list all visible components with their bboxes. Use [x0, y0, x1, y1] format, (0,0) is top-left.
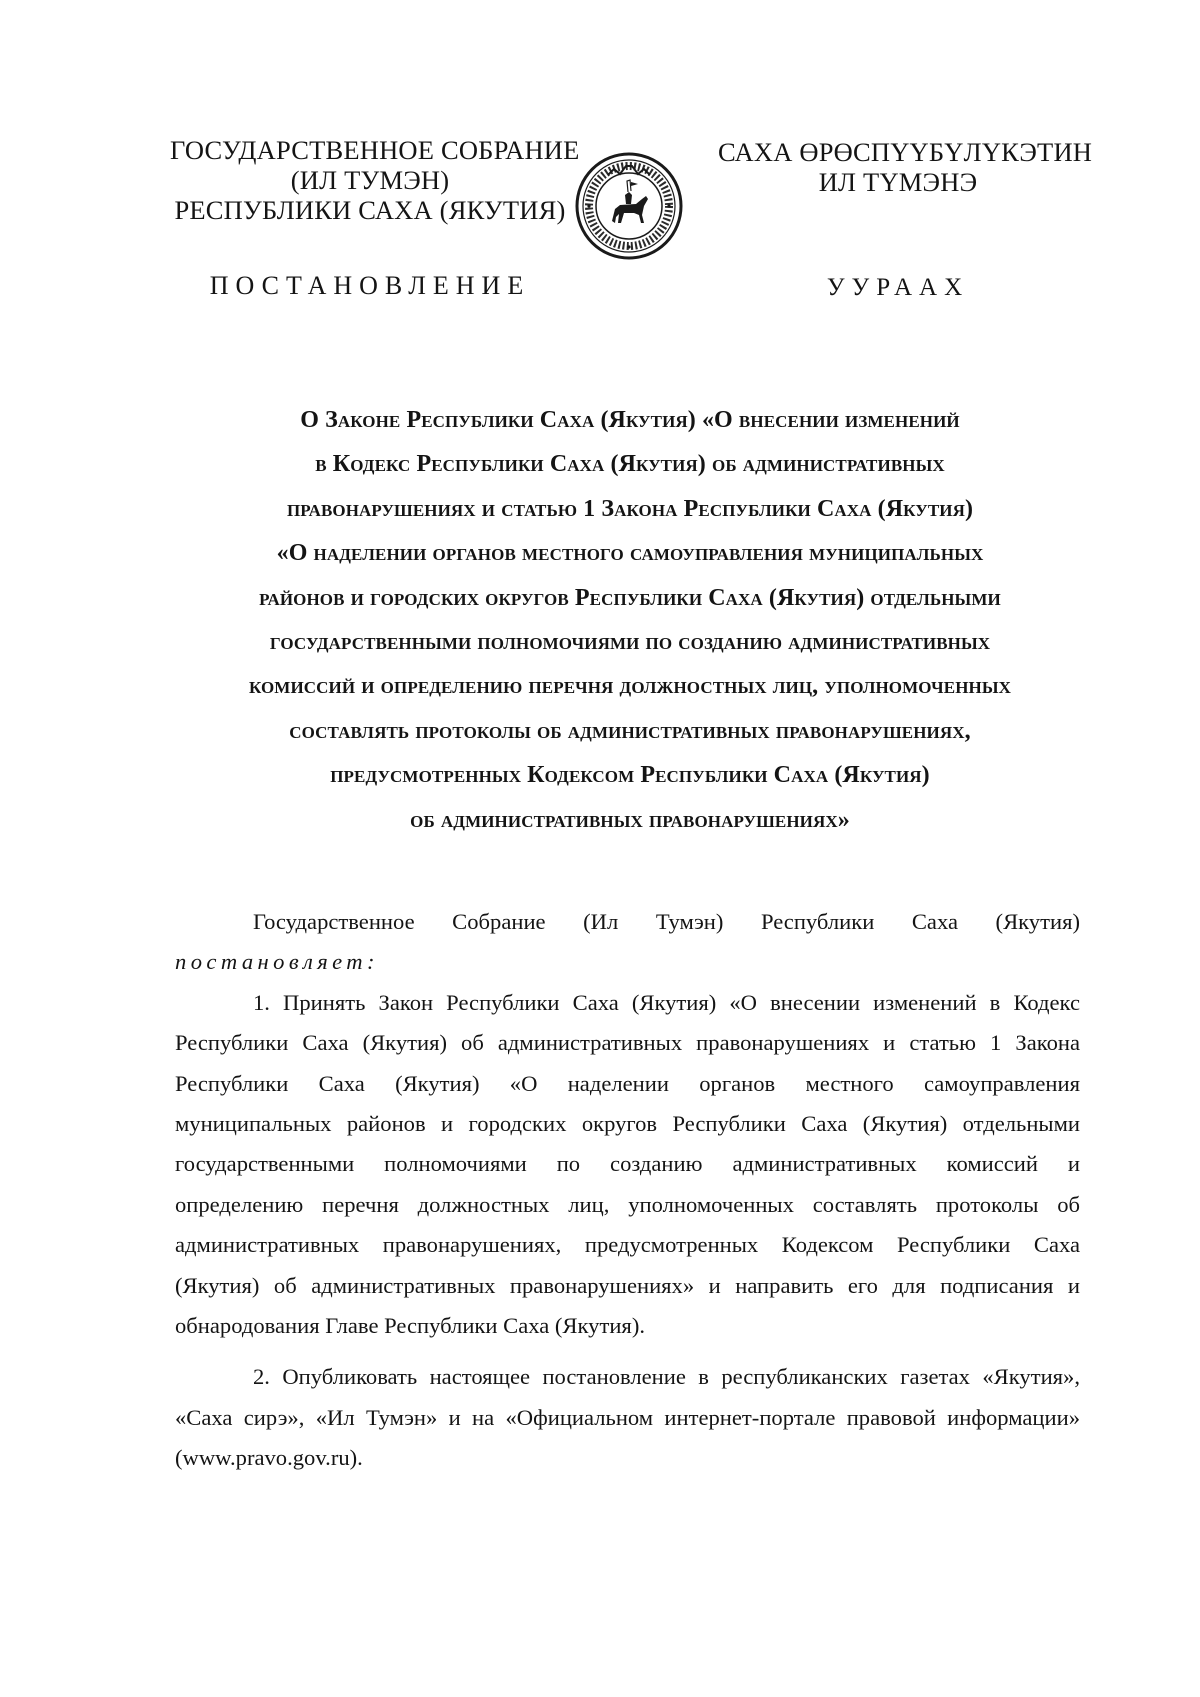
title-line: О Законе Республики Саха (Якутия) «О внесении изменений: [300, 407, 960, 433]
issuing-body-russian: [170, 135, 580, 225]
paragraph-line: определению перечня должностных лиц, уполномоченных составлять протоколы об: [175, 1191, 1080, 1217]
paragraph-line: обнародования Главе Республики Саха (Якутия).: [175, 1313, 645, 1339]
issuing-body-yakut: [718, 137, 1093, 197]
title-line: в Кодекс Республики Саха (Якутия) об административных: [315, 451, 945, 478]
paragraph-line: 1. Принять Закон Республики Саха (Якутия) «О внесении изменений в Кодекс: [253, 989, 1080, 1015]
document-body: [175, 902, 1080, 1479]
paragraph-line: административных правонарушениях, предусмотренных Кодексом Республики Саха: [175, 1232, 1080, 1258]
paragraph-line: муниципальных районов и городских округов Республики Саха (Якутия) отдельными: [175, 1111, 1080, 1137]
issuing-body-line: (ИЛ ТУМЭН): [290, 165, 450, 195]
preamble-line: Государственное Собрание (Ил Тумэн) Республики Саха (Якутия): [253, 909, 1080, 934]
document-type-russian: ПОСТАНОВЛЕНИЕ: [209, 271, 531, 300]
paragraph-1: [175, 983, 1080, 1347]
title-line: государственными полномочиями по созданию административных: [269, 629, 991, 656]
title-line: «О наделении органов местного самоуправления муниципальных: [276, 540, 984, 567]
document-title: [180, 398, 1080, 842]
document-type-yakut: УУРААХ: [826, 274, 970, 301]
paragraph-line: (www.pravo.gov.ru).: [175, 1445, 363, 1471]
paragraph-line: (Якутия) об административных правонарушениях» и направить его для подписания и: [175, 1272, 1080, 1298]
issuing-body-line: ГОСУДАРСТВЕННОЕ СОБРАНИЕ: [170, 135, 580, 165]
paragraph-line: Республики Саха (Якутия) об административных правонарушениях и статью 1 Закона: [175, 1030, 1080, 1056]
title-line: комиссий и определению перечня должностных лиц, уполномоченных: [248, 673, 1012, 700]
paragraph-line: 2. Опубликовать настоящее постановление в республиканских газетах «Якутия»,: [253, 1364, 1080, 1390]
title-line: правонарушениях и статью 1 Закона Республики Саха (Якутия): [286, 495, 974, 522]
issuing-body-line: ИЛ ТҮМЭНЭ: [818, 167, 978, 197]
paragraph-2: [175, 1357, 1080, 1478]
issuing-body-line: САХА ӨРӨСПҮҮБҮЛҮКЭТИН: [718, 137, 1093, 167]
paragraph-line: государственными полномочиями по созданию административных комиссий и: [175, 1151, 1080, 1177]
paragraph-line: Республики Саха (Якутия) «О наделении органов местного самоуправления: [175, 1070, 1080, 1096]
title-line: районов и городских округов Республики Саха (Якутия) отдельными: [259, 584, 1001, 611]
title-line: составлять протоколы об административных правонарушениях,: [289, 717, 971, 744]
title-line: об административных правонарушениях»: [410, 806, 850, 833]
preamble-resolves: постановляет:: [175, 949, 379, 975]
coat-of-arms-emblem-icon: [574, 151, 684, 261]
title-line: предусмотренных Кодексом Республики Саха (Якутия): [330, 762, 930, 789]
issuing-body-line: РЕСПУБЛИКИ САХА (ЯКУТИЯ): [174, 195, 566, 225]
paragraph-line: «Саха сирэ», «Ил Тумэн» и на «Официальном интернет-портале правовой информации»: [175, 1404, 1080, 1430]
